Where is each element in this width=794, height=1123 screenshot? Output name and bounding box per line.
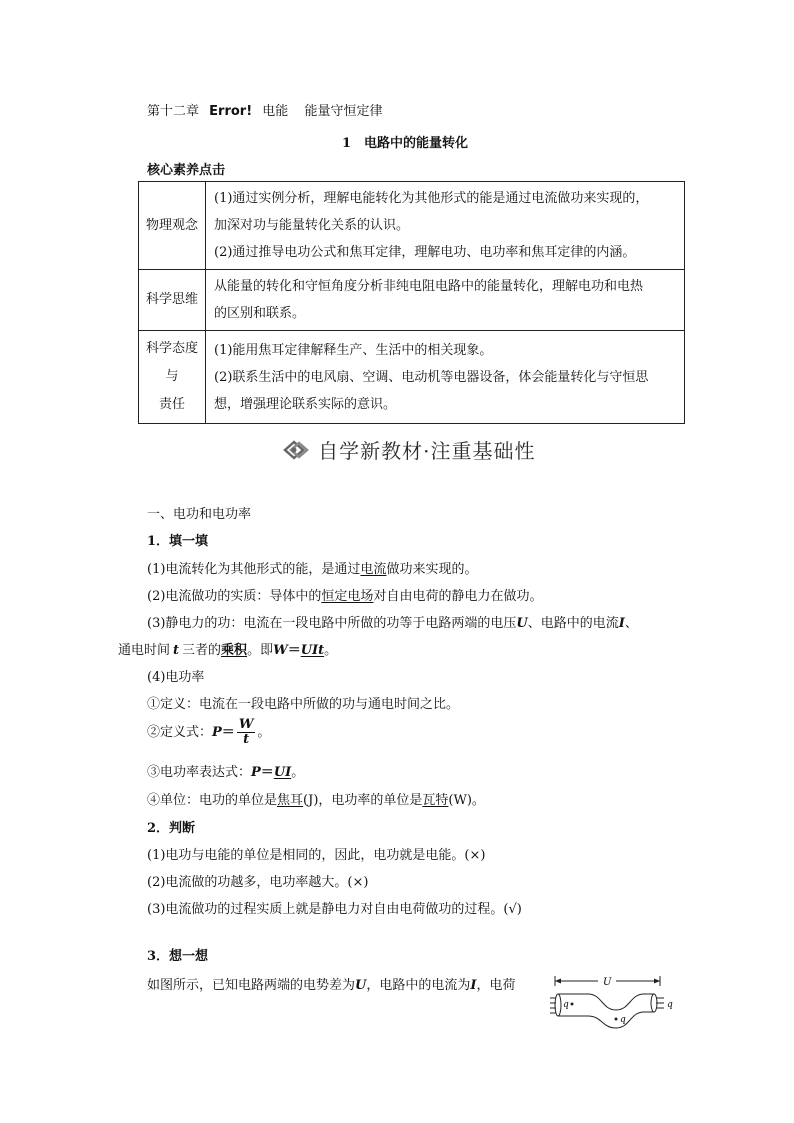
chapter-number: 第十二章 bbox=[147, 104, 200, 119]
power-unit: ④单位：电功的单位是焦耳(J)，电功率的单位是瓦特(W)。 bbox=[147, 793, 485, 808]
description-line: (2)联系生活中的电风扇、空调、电动机等电器设备，体会能量转化与守恒思 bbox=[214, 369, 649, 385]
judge-item: (2)电流做的功越多，电功率越大。(×) bbox=[147, 875, 369, 890]
banner-title: 自学新教材·注重基础性 bbox=[318, 439, 536, 463]
description-line: (2)通过推导电功公式和焦耳定律，理解电功、电功率和焦耳定律的内涵。 bbox=[214, 245, 636, 260]
judge-item: (1)电功与电能的单位是相同的，因此，电功就是电能。(×) bbox=[147, 848, 486, 863]
category-cell: 科学思维 bbox=[139, 270, 206, 331]
think-text: 如图所示，已知电路两端的电势差为U，电路中的电流为I，电荷 bbox=[147, 978, 516, 993]
table-row bbox=[139, 331, 685, 424]
think-label: 3．想一想 bbox=[147, 949, 209, 964]
fill-item-3: (3)静电力的功：电流在一段电路中所做的功等于电路两端的电压U、电路中的电流I、 bbox=[147, 616, 638, 631]
description-cell bbox=[206, 182, 685, 270]
fill-item-4: (4)电功率 bbox=[147, 670, 205, 685]
section-banner bbox=[282, 435, 536, 465]
description-cell bbox=[206, 270, 685, 331]
power-definition-formula: ②定义式：P＝ $\frac{W}{t}$ 。 bbox=[147, 717, 271, 747]
description-line: 的区别和联系。 bbox=[214, 306, 306, 321]
charge-label: q bbox=[667, 1000, 673, 1010]
section-title: 1 电路中的能量转化 bbox=[342, 136, 469, 151]
power-definition: ①定义：电流在一段电路中所做的功与通电时间之比。 bbox=[147, 697, 460, 712]
category-cell: 物理观念 bbox=[139, 182, 206, 270]
fill-item-1: (1)电流转化为其他形式的能，是通过电流做功来实现的。 bbox=[147, 562, 478, 577]
answer-blank: 乘积 bbox=[221, 643, 248, 658]
chapter-topic: 电能 bbox=[262, 104, 289, 119]
literacy-table bbox=[138, 181, 685, 424]
answer-blank: 恒定电场 bbox=[321, 589, 374, 604]
category-line: 责任 bbox=[158, 397, 185, 412]
chapter-header bbox=[147, 100, 382, 119]
part-heading: 一、电功和电功率 bbox=[147, 507, 252, 522]
conductor-figure bbox=[550, 972, 685, 1032]
table-row bbox=[139, 270, 685, 331]
description-line: 想，增强理论联系实际的意识。 bbox=[214, 396, 397, 412]
description-line: (1)通过实例分析，理解电能转化为其他形式的能是通过电流做功来实现的， bbox=[214, 191, 649, 206]
table-row bbox=[139, 182, 685, 270]
literacy-heading: 核心素养点击 bbox=[147, 163, 226, 178]
description-cell bbox=[206, 331, 685, 424]
description-line: 从能量的转化和守恒角度分析非纯电阻电路中的能量转化，理解电功和电热 bbox=[214, 279, 644, 294]
answer-blank: 电流 bbox=[360, 562, 387, 577]
logo-icon bbox=[282, 439, 310, 461]
description-line: 加深对功与能量转化关系的认识。 bbox=[214, 218, 410, 233]
answer-blank: 瓦特 bbox=[422, 793, 449, 808]
judge-item: (3)电流做功的过程实质上就是静电力对自由电荷做功的过程。(√) bbox=[147, 902, 522, 917]
category-line: 科学态度与 bbox=[145, 341, 198, 384]
judge-label: 2．判断 bbox=[147, 821, 196, 836]
fraction: $\frac{W}{t}$ bbox=[238, 717, 254, 747]
category-cell bbox=[139, 331, 206, 424]
answer-blank: UI bbox=[273, 765, 292, 780]
charge-label: q bbox=[620, 1015, 626, 1025]
power-expression: ③电功率表达式：P＝UI。 bbox=[147, 765, 305, 780]
answer-blank: UIt bbox=[300, 643, 325, 658]
fill-item-3-cont: 通电时间 t 三者的乘积。即W＝UIt。 bbox=[118, 643, 338, 658]
description-line: (1)能用焦耳定律解释生产、生活中的相关现象。 bbox=[214, 342, 493, 358]
voltage-label: U bbox=[603, 977, 612, 988]
chapter-topic-2: 能量守恒定律 bbox=[304, 104, 383, 119]
error-text: Error! bbox=[209, 104, 253, 119]
fill-label: 1．填一填 bbox=[147, 534, 209, 549]
answer-blank: 焦耳 bbox=[277, 793, 304, 808]
charge-label: q bbox=[563, 1000, 569, 1010]
fill-item-2: (2)电流做功的实质：导体中的恒定电场对自由电荷的静电力在做功。 bbox=[147, 589, 543, 604]
